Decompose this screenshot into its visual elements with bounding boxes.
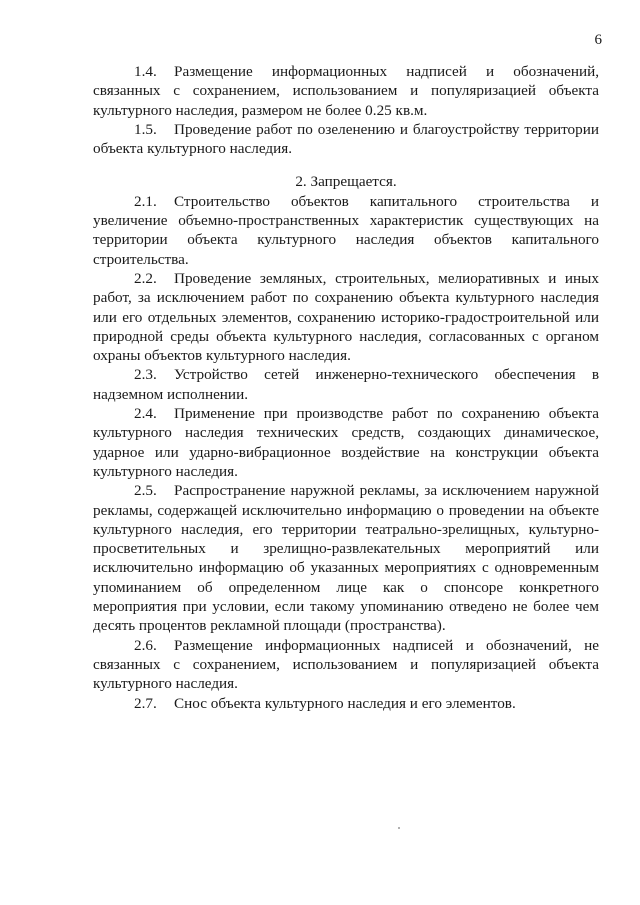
item-text: Применение при производстве работ по сохранению объекта культурного наследия технических средств, создающих динамическое, ударное или ударно-вибрационное воздействие на конструкции объекта культурного наследия. [93, 405, 599, 480]
item-text: Устройство сетей инженерно-технического обеспечения в надземном исполнении. [93, 366, 599, 403]
item-text: Строительство объектов капитального строительства и увеличение объемно-пространственных характеристик существующих на территории объекта культурного наследия объектов капитального строительства. [93, 192, 599, 268]
item-text: Распространение наружной рекламы, за исключением наружной рекламы, содержащей исключительно информацию о проведении на объекте культурного наследия, его территории театрально-зрелищных, культурно-просветительных и зрелищно-развлекательных мероприятий или исключительно информацию об указанных мероприятиях с одновременным упоминанием об определенном лице как о спонсоре конкретного мероприятия при условии, если такому упоминанию отведено не более чем десять процентов рекламной площади (пространства). [93, 482, 599, 635]
list-item-2-4 [93, 404, 599, 481]
section-2-heading: 2. Запрещается. [295, 173, 397, 191]
list-item-2-2 [93, 269, 599, 365]
list-item-2-6 [93, 636, 599, 694]
item-number: 2.5. [134, 482, 157, 500]
list-item-1-5 [93, 120, 599, 159]
item-number: 2.3. [134, 366, 157, 384]
item-number: 2.2. [134, 269, 157, 287]
scan-artifact [398, 827, 400, 829]
item-number: 2.6. [134, 636, 157, 654]
list-item-1-4 [93, 62, 599, 120]
item-number: 1.4. [134, 63, 157, 80]
list-item-2-1 [93, 192, 599, 269]
item-number: 2.1. [134, 192, 157, 210]
list-item-2-5 [93, 481, 599, 635]
item-number: 2.4. [134, 405, 157, 423]
item-text: Снос объекта культурного наследия и его элементов. [174, 694, 516, 712]
document-body [93, 62, 599, 713]
list-item-2-7 [93, 694, 599, 713]
item-text: Размещение информационных надписей и обозначений, не связанных с сохранением, использованием и популяризацией объекта культурного наследия. [93, 636, 599, 693]
item-text: Проведение земляных, строительных, мелиоративных и иных работ, за исключением работ по сохранению объекта культурного наследия или его отдельных элементов, сохранению историко-градостроительной или природной среды объекта культурного наследия, согласованных с органом охраны объектов культурного наследия. [93, 269, 599, 365]
item-text: Проведение работ по озеленению и благоустройству территории объекта культурного наследия. [93, 120, 599, 158]
item-number: 1.5. [134, 120, 157, 138]
page-number: 6 [594, 32, 602, 48]
item-number: 2.7. [134, 694, 157, 712]
list-item-2-3 [93, 365, 599, 404]
item-text: Размещение информационных надписей и обозначений, связанных с сохранением, использованием и популяризацией объекта культурного наследия, размером не более 0.25 кв.м. [93, 63, 599, 119]
